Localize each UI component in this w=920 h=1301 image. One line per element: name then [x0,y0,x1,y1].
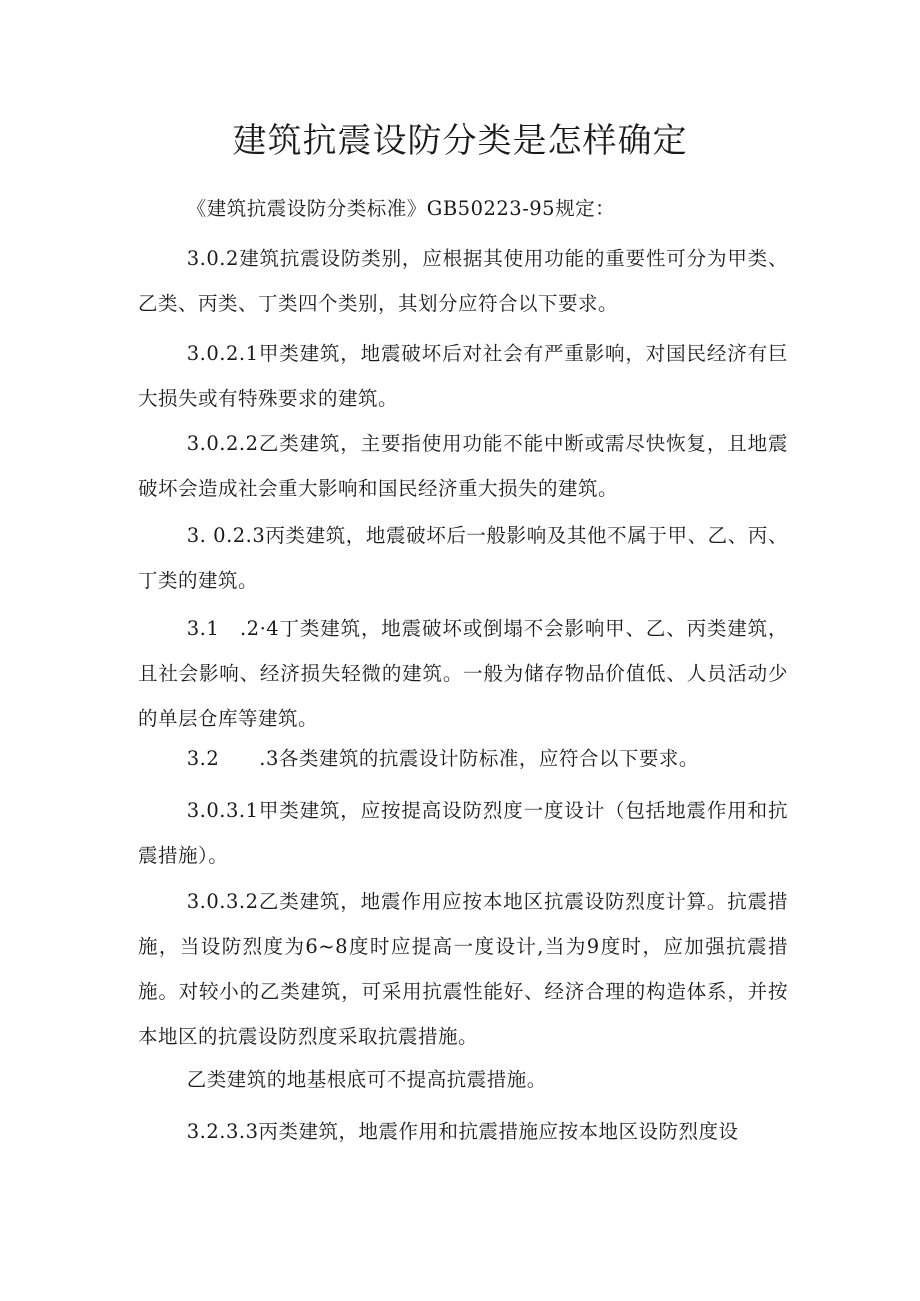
paragraph-3-0-2-2: 3.0.2.2乙类建筑，主要指使用功能不能中断或需尽快恢复，且地震破坏会造成社会重大影响和国民经济重大损失的建筑。 [138,432,788,500]
paragraph-3-0-3: 3.2 .3各类建筑的抗震设计防标准，应符合以下要求。 [186,747,699,770]
paragraph-intro: 《建筑抗震设防分类标准》GB50223-95规定： [186,197,616,220]
paragraph-3-0-2: 3.0.2建筑抗震设防类别，应根据其使用功能的重要性可分为甲类、乙类、丙类、丁类四个类别，其划分应符合以下要求。 [138,247,788,315]
paragraph-3-0-2-3: 3. 0.2.3丙类建筑，地震破坏后一般影响及其他不属于甲、乙、丙、丁类的建筑。 [138,524,788,592]
paragraph-foundation-note: 乙类建筑的地基根底可不提高抗震措施。 [186,1068,547,1091]
paragraph-3-0-3-1: 3.0.3.1甲类建筑，应按提高设防烈度一度设计（包括地震作用和抗震措施）。 [138,799,788,867]
paragraph-3-0-3-2: 3.0.3.2乙类建筑，地震作用应按本地区抗震设防烈度计算。抗震措施，当设防烈度为6~8度时应提高一度设计,当为9度时，应加强抗震措施。对较小的乙类建筑，可采用抗震性能好、经济合理的构造体系，并按本地区的抗震设防烈度采取抗震措施。 [138,890,788,1048]
paragraph-3-0-2-1: 3.0.2.1甲类建筑，地震破坏后对社会有严重影响，对国民经济有巨大损失或有特殊要求的建筑。 [138,342,788,410]
paragraph-3-0-2-4: 3.1 .2·4丁类建筑，地震破坏或倒塌不会影响甲、乙、丙类建筑，且社会影响、经济损失轻微的建筑。一般为储存物品价值低、人员活动少的单层仓库等建筑。 [138,617,788,730]
paragraph-3-2-3-3: 3.2.3.3丙类建筑，地震作用和抗震措施应按本地区设防烈度设 [186,1120,739,1143]
document-title: 建筑抗震设防分类是怎样确定 [232,121,688,161]
